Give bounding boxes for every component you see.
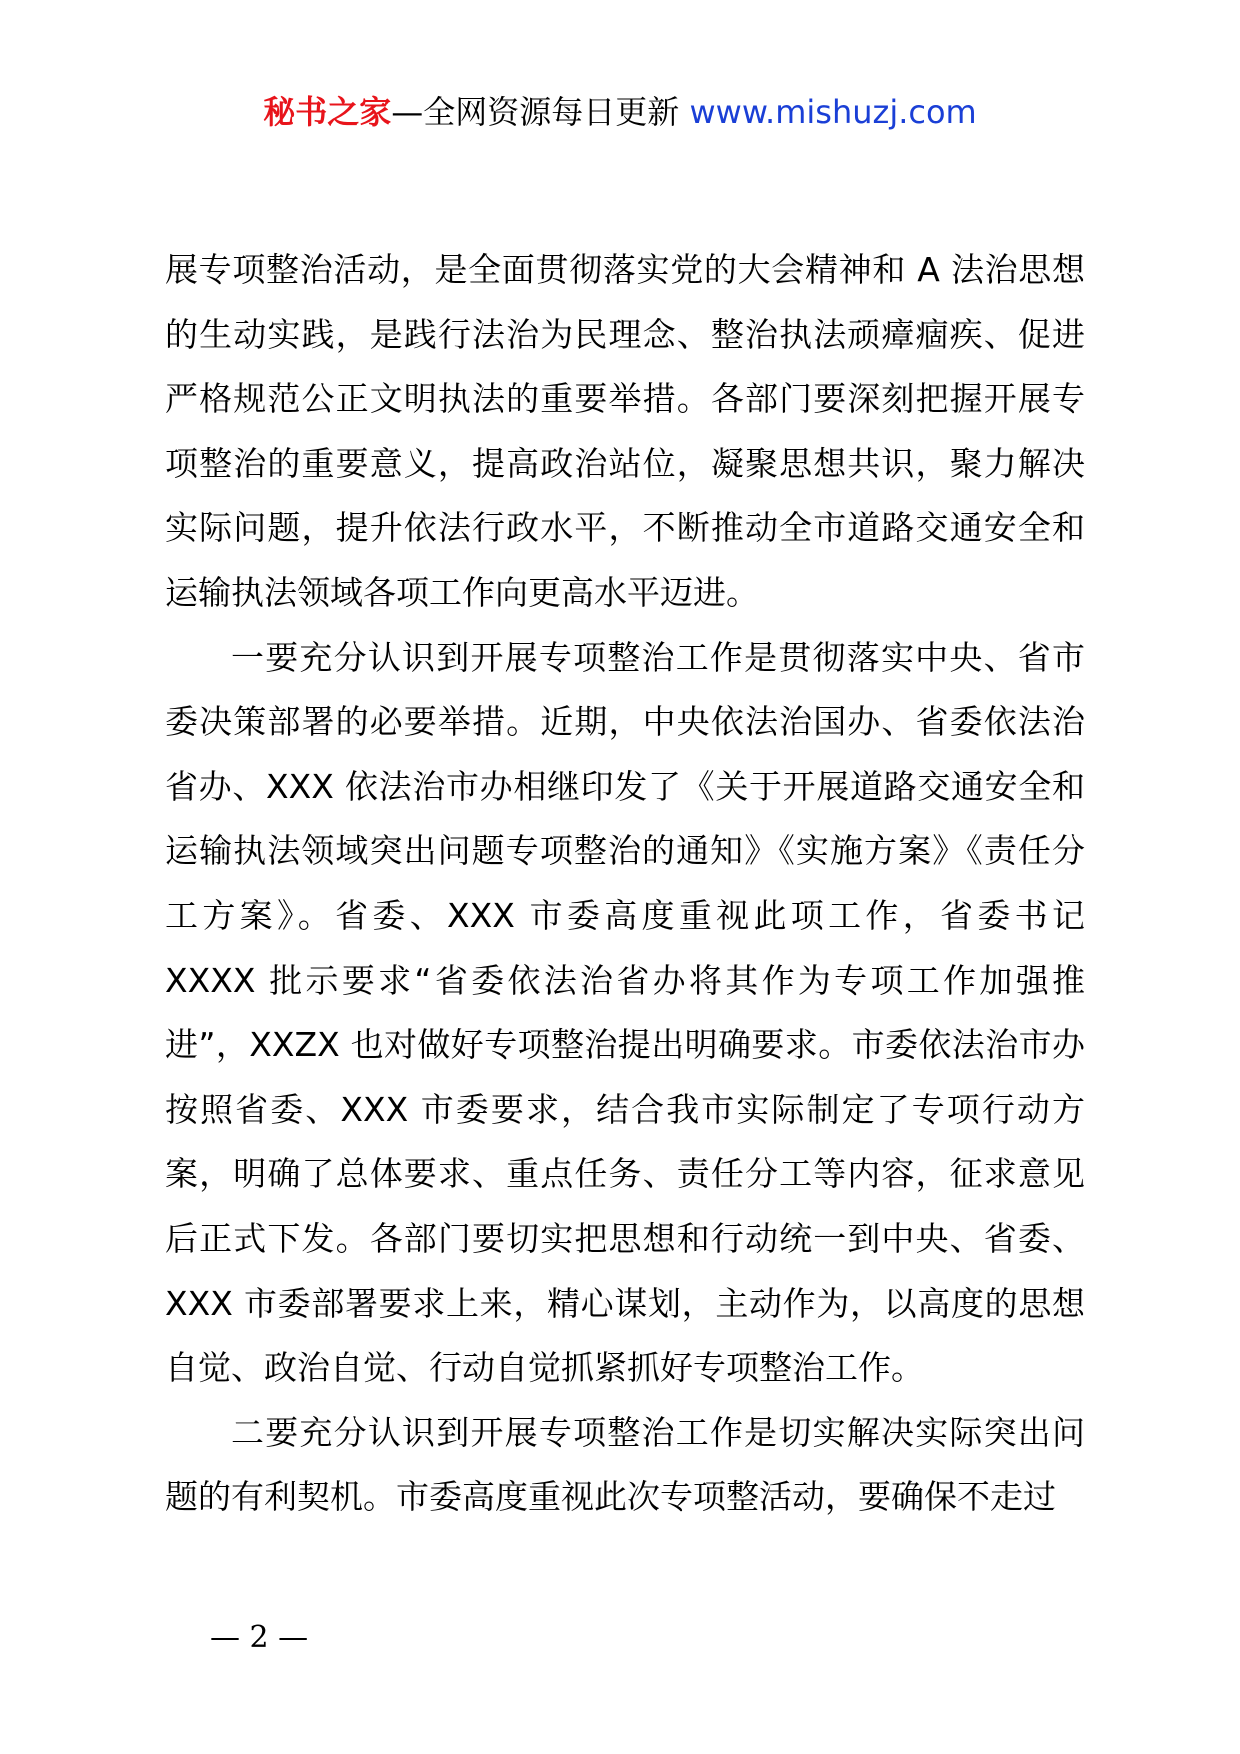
header-url: www.mishuzj.com	[689, 93, 977, 131]
paragraph-point-two: 二要充分认识到开展专项整治工作是切实解决实际突出问题的有利契机。市委高度重视此次专项整活动，要确保不走过	[165, 1412, 1085, 1517]
site-watermark-header	[0, 92, 1240, 132]
paragraph-point-one: 一要充分认识到开展专项整治工作是贯彻落实中央、省市委决策部署的必要举措。近期，中央依法治国办、省委依法治省办、XXX 依法治市办相继印发了《关于开展道路交通安全和运输执法领域突出问题专项整治的通知》《实施方案》《责任分工方案》。省委、XXX 市委高度重视此项工作，省委书记 XXXX 批示要求“省委依法治省办将其作为专项工作加强推进”，XXZX 也对做好专项整治提出明确要求。市委依法治市办按照省委、XXX 市委要求，结合我市实际制定了专项行动方案，明确了总体要求、重点任务、责任分工等内容，征求意见后正式下发。各部门要切实把思想和行动统一到中央、省委、XXX 市委部署要求上来，精心谋划，主动作为，以高度的思想自觉、政治自觉、行动自觉抓紧抓好专项整治工作。	[165, 637, 1085, 1388]
document-body	[165, 238, 1085, 1530]
page-number: — 2 —	[210, 1620, 309, 1655]
brand-name: 秘书之家	[263, 93, 392, 131]
paragraph-continuation: 展专项整治活动，是全面贯彻落实党的大会精神和 A 法治思想的生动实践，是践行法治为民理念、整治执法顽瘴痼疾、促进严格规范公正文明执法的重要举措。各部门要深刻把握开展专项整治的重要意义，提高政治站位，凝聚思想共识，聚力解决实际问题，提升依法行政水平，不断推动全市道路交通安全和运输执法领域各项工作向更高水平迈进。	[165, 250, 1085, 612]
header-tagline: —全网资源每日更新	[391, 93, 690, 131]
